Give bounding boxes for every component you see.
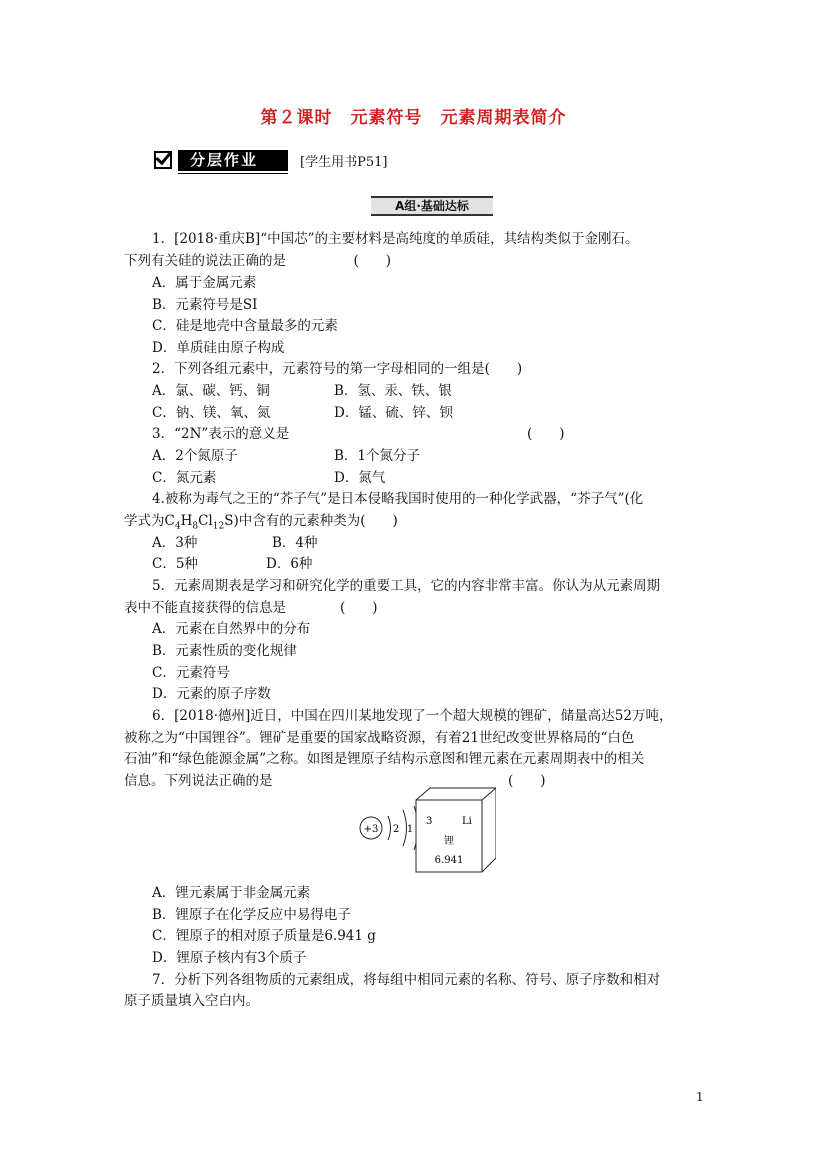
q5-option-c: C．元素符号 xyxy=(152,665,230,681)
section-tag: A组·基础达标 xyxy=(371,196,493,216)
q5-option-a: A．元素在自然界中的分布 xyxy=(152,621,311,637)
q2-stem: 2．下列各组元素中，元素符号的第一字母相同的一组是( ) xyxy=(152,361,523,377)
q6-stem-3: 石油”和“绿色能源金属”之称。如图是锂原子结构示意图和锂元素在元素周期表中的相关 xyxy=(124,751,645,767)
book-reference: [学生用书P51] xyxy=(300,154,388,170)
q3-option-b: B．1个氮分子 xyxy=(334,448,421,464)
q4-option-a: A．3种 xyxy=(152,535,198,551)
q5-option-d: D．元素的原子序数 xyxy=(152,686,271,702)
shell-2-count: 1 xyxy=(406,824,414,835)
q3-option-a: A．2个氮原子 xyxy=(152,448,238,464)
q3-option-c: C．氮元素 xyxy=(152,470,217,486)
q2-option-c: C．钠、镁、氧、氮 xyxy=(152,405,271,421)
shell-1-count: 2 xyxy=(392,824,400,835)
atom-structure-diagram xyxy=(360,806,418,850)
page-number: 1 xyxy=(696,1090,704,1104)
q5-stem-2: 表中不能直接获得的信息是 ( ) xyxy=(124,600,378,616)
q5-stem-1: 5．元素周期表是学习和研究化学的重要工具，它的内容非常丰富。你认为从元素周期 xyxy=(152,578,661,594)
q6-option-d: D．锂原子核内有3个质子 xyxy=(152,950,307,966)
electron-shell-1 xyxy=(388,816,391,840)
homework-banner xyxy=(154,148,387,172)
q3-option-d: D．氮气 xyxy=(334,470,386,486)
q7-stem-1: 7．分析下列各组物质的元素组成，将每组中相同元素的名称、符号、原子序数和相对 xyxy=(152,972,661,988)
element-name: 锂 xyxy=(444,836,454,847)
q6-stem-2: 被称之为“中国锂谷”。锂矿是重要的国家战略资源，有着21世纪改变世界格局的“白色 xyxy=(124,730,635,746)
q2-option-d: D．锰、硫、锌、钡 xyxy=(334,405,453,421)
q6-blank: ( ) xyxy=(508,773,546,789)
checkbox-icon xyxy=(154,151,172,169)
q5-option-b: B．元素性质的变化规律 xyxy=(152,643,297,659)
q2-option-a: A．氯、碳、钙、铜 xyxy=(152,383,270,399)
q1-option-c: C．硅是地壳中含量最多的元素 xyxy=(152,318,338,334)
q1-stem-2: 下列有关硅的说法正确的是 ( ) xyxy=(124,253,392,269)
q2-option-b: B．氢、汞、铁、银 xyxy=(334,383,452,399)
q7-stem-2: 原子质量填入空白内。 xyxy=(124,993,259,1009)
nucleus-charge: +3 xyxy=(363,824,379,835)
atomic-number: 3 xyxy=(426,816,433,827)
q6-option-c: C．锂原子的相对原子质量是6.941 g xyxy=(152,928,376,944)
q4-option-d: D．6种 xyxy=(266,556,313,572)
q6-stem-4: 信息。下列说法正确的是 xyxy=(124,773,273,789)
q4-option-c: C．5种 xyxy=(152,556,198,572)
q3-stem: 3．“2N”表示的意义是 xyxy=(152,426,290,442)
q4-stem-2: 学式为$C_4H_8Cl_{12}S$)中含有的元素种类为( ) xyxy=(124,513,398,532)
q3-blank: ( ) xyxy=(527,426,565,442)
q4-option-b: B．4种 xyxy=(272,535,318,551)
periodic-table-cell xyxy=(416,788,496,872)
lithium-figure xyxy=(356,786,496,874)
q6-option-a: A．锂元素属于非金属元素 xyxy=(152,885,311,901)
page-title: 第２课时 元素符号 元素周期表简介 xyxy=(260,108,567,128)
element-symbol: Li xyxy=(462,816,472,827)
q1-option-a: A．属于金属元素 xyxy=(152,275,257,291)
q6-option-b: B．锂原子在化学反应中易得电子 xyxy=(152,907,351,923)
q1-stem-1: 1．[2018·重庆B]“中国芯”的主要材料是高纯度的单质硅，其结构类似于金刚石。 xyxy=(152,231,639,247)
q1-option-d: D．单质硅由原子构成 xyxy=(152,340,285,356)
homework-badge: 分层作业 xyxy=(178,150,288,171)
atomic-mass: 6.941 xyxy=(434,855,464,866)
q1-option-b: B．元素符号是SI xyxy=(152,297,258,313)
q6-stem-1: 6．[2018·德州]近日，中国在四川某地发现了一个超大规模的锂矿，储量高达52万吨， xyxy=(152,708,673,724)
q4-stem-1: 4.被称为毒气之王的“芥子气”是日本侵略我国时使用的一种化学武器，“芥子气”(化 xyxy=(152,491,644,507)
